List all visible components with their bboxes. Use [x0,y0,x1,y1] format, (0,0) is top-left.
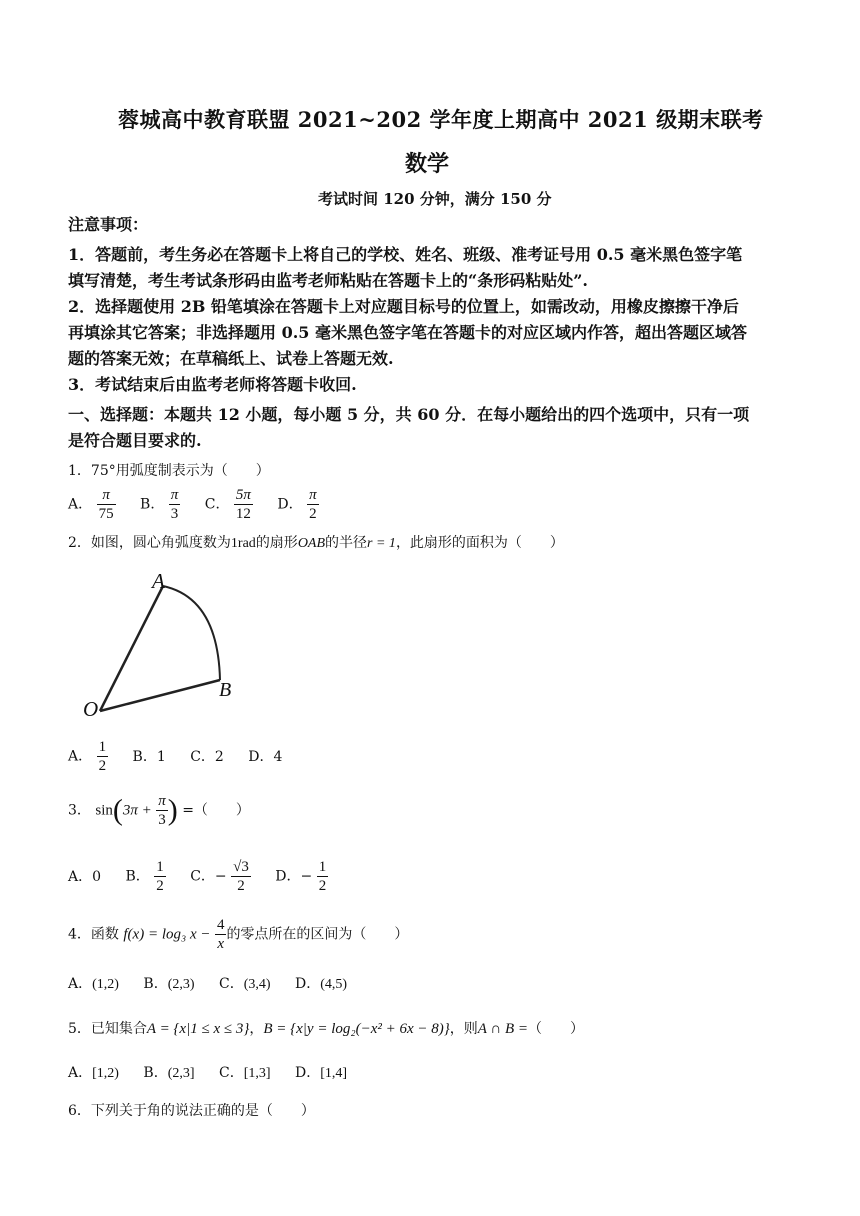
notes-line-4: 再填涂其它答案；非选择题用 0.5 毫米黑色签字笔在答题卡的对应区域内作答，超出答题区域答 [68,323,747,342]
frac-den: 2 [98,758,107,774]
frac-num: π [158,793,166,809]
notes-line-3: 2．选择题使用 2B 铅笔填涂在答题卡上对应题目标号的位置上，如需改动，用橡皮擦擦干净后 [68,297,739,316]
q2-option-d [248,746,282,766]
q2-stem-suffix: ，此扇形的面积为（ ） [395,535,564,551]
frac-den: 75 [98,506,114,522]
q4-option-d [295,973,347,993]
q3-option-d [275,858,328,895]
notes-heading: 注意事项： [68,215,149,234]
q2-rad: 1rad [230,536,256,551]
q1-option-b [140,486,180,523]
frac-num: 1 [156,859,164,875]
q1-option-c [205,486,253,523]
q4-option-a [68,973,119,993]
q2-stem [68,532,564,552]
minus-sign: − [300,868,313,885]
q4-option-c [219,973,271,993]
sector-figure [78,568,248,720]
q4-stem [68,916,408,953]
frac-num: 4 [216,917,225,933]
notes-line-5: 题的答案无效；在草稿纸上、试卷上答题无效. [68,349,394,368]
q1-option-a [68,486,116,523]
q2-option-a [68,738,108,775]
frac-num: π [309,487,317,503]
option-label: A． [68,868,93,885]
option-label: C． [218,976,244,992]
q2-option-c [190,746,224,766]
q3-func: sin [95,802,113,819]
q3-option-b [126,858,166,895]
option-label: C． [190,868,215,885]
q5-option-b [143,1062,194,1082]
frac-den: 12 [235,506,251,522]
option-label: B． [125,868,150,885]
option-label: A． [68,976,93,992]
option-label: D． [294,976,321,992]
subject-title: 数学 [405,151,450,177]
option-label: A． [68,1065,93,1081]
section-heading-line-2: 是符合题目要求的. [68,431,202,450]
option-value: [1,2) [92,1066,119,1081]
frac-den: 3 [158,812,166,828]
q5-stem [68,1018,584,1038]
option-value: (1,2) [92,977,119,992]
q5-option-c [219,1062,271,1082]
q5-option-a [68,1062,119,1082]
q5-stem-mid: ，则 [449,1021,478,1037]
frac-den: 2 [237,878,245,894]
option-label: D． [248,748,274,765]
q2-option-b [133,746,166,766]
frac-num: 1 [318,859,327,875]
option-label: B． [143,976,168,992]
notes-line-2: 填写清楚，考生考试条形码由监考老师粘贴在答题卡上的“条形码粘贴处”. [68,271,588,290]
option-label: C． [218,1065,244,1081]
radius-oa [100,586,163,711]
q3-options [68,858,348,895]
frac-num: π [97,486,116,505]
q3-stem [68,792,250,829]
q2-sector: OAB [297,536,326,551]
q1-stem: 1．75°用弧度制表示为（ ） [68,463,270,479]
q4-func: f(x) = log₃ x − [123,926,211,943]
exam-title: 蓉城高中教育联盟 2021~202 学年度上期高中 2021 级期末联考 [118,107,764,132]
option-value: 1 [156,748,166,765]
radius-ob [100,680,220,711]
q3-stem-prefix: 3． [68,802,91,819]
frac-den: 2 [156,878,164,894]
option-value: [1,4] [320,1066,348,1081]
q2-stem-prefix: 2．如图，圆心角弧度数为 [68,535,231,551]
q4-stem-suffix: 的零点所在的区间为（ ） [226,926,409,943]
label-o: O [83,697,99,720]
q6-stem: 6．下列关于角的说法正确的是（ ） [68,1103,315,1119]
option-label: B． [143,1065,168,1081]
frac-den: 3 [170,506,179,522]
frac-den: 2 [309,506,317,522]
option-label: D． [294,1065,321,1081]
time-info: 考试时间 120 分钟，满分 150 分 [318,190,552,208]
q5-set-b: B = {x|y = log₂(−x² + 6x − 8)} [263,1021,450,1037]
option-label: A． [68,748,93,765]
q5-stem-suffix: （ ） [528,1021,585,1037]
q4-option-b [143,973,194,993]
option-label: D． [275,868,301,885]
q3-option-c [190,858,251,895]
option-label: A． [68,496,93,513]
q2-stem-mid: 的半径 [325,535,368,551]
option-value: [1,3] [243,1066,271,1081]
option-label: D． [277,496,303,513]
notes-line-6: 3．考试结束后由监考老师将答题卡收回. [68,375,357,394]
paren-left: ( [112,793,123,827]
q4-stem-prefix: 4．函数 [68,926,119,943]
q2-options [68,738,302,775]
minus-sign: − [214,868,227,885]
label-a: A [152,569,165,593]
option-value: (3,4) [243,977,271,992]
label-b: B [219,679,232,701]
q5-set-a: A = {x|1 ≤ x ≤ 3} [146,1021,250,1037]
frac-num: π [170,487,179,503]
q3-option-a [68,866,101,886]
q4-options [68,973,367,993]
frac-num: √3 [233,859,249,875]
q3-inner: 3π + [122,802,152,819]
frac-num: 5π [235,487,251,503]
q3-stem-suffix: =（ ） [182,802,250,819]
q1-option-d [277,486,318,523]
q5-options [68,1062,367,1082]
option-label: B． [140,496,165,513]
q2-stem-mid: 的扇形 [255,535,298,551]
frac-num: 1 [98,739,107,755]
frac-den: x [217,936,225,952]
option-value: (4,5) [320,977,348,992]
q2-radius: r = 1 [367,536,396,551]
q5-expr: A ∩ B = [477,1021,529,1037]
frac-den: 2 [318,878,327,894]
q5-option-d [295,1062,347,1082]
option-value: (2,3] [167,1066,195,1081]
option-value: 0 [92,868,102,885]
option-label: B． [132,748,157,765]
option-value: 4 [273,748,283,765]
option-value: (2,3) [167,977,195,992]
q1-options [68,486,339,523]
arc-ab [163,586,220,680]
option-label: C． [190,748,215,765]
q5-stem-prefix: 5．已知集合 [68,1021,147,1037]
paren-right: ) [167,793,178,827]
q5-comma: ， [249,1021,264,1037]
option-value: 2 [214,748,224,765]
notes-line-1: 1．答题前，考生务必在答题卡上将自己的学校、姓名、班级、准考证号用 0.5 毫米黑色签字笔 [68,245,743,264]
section-heading-line-1: 一、选择题：本题共 12 小题，每小题 5 分，共 60 分．在每小题给出的四个选项中，只有一项 [68,405,750,424]
option-label: C． [204,496,230,513]
